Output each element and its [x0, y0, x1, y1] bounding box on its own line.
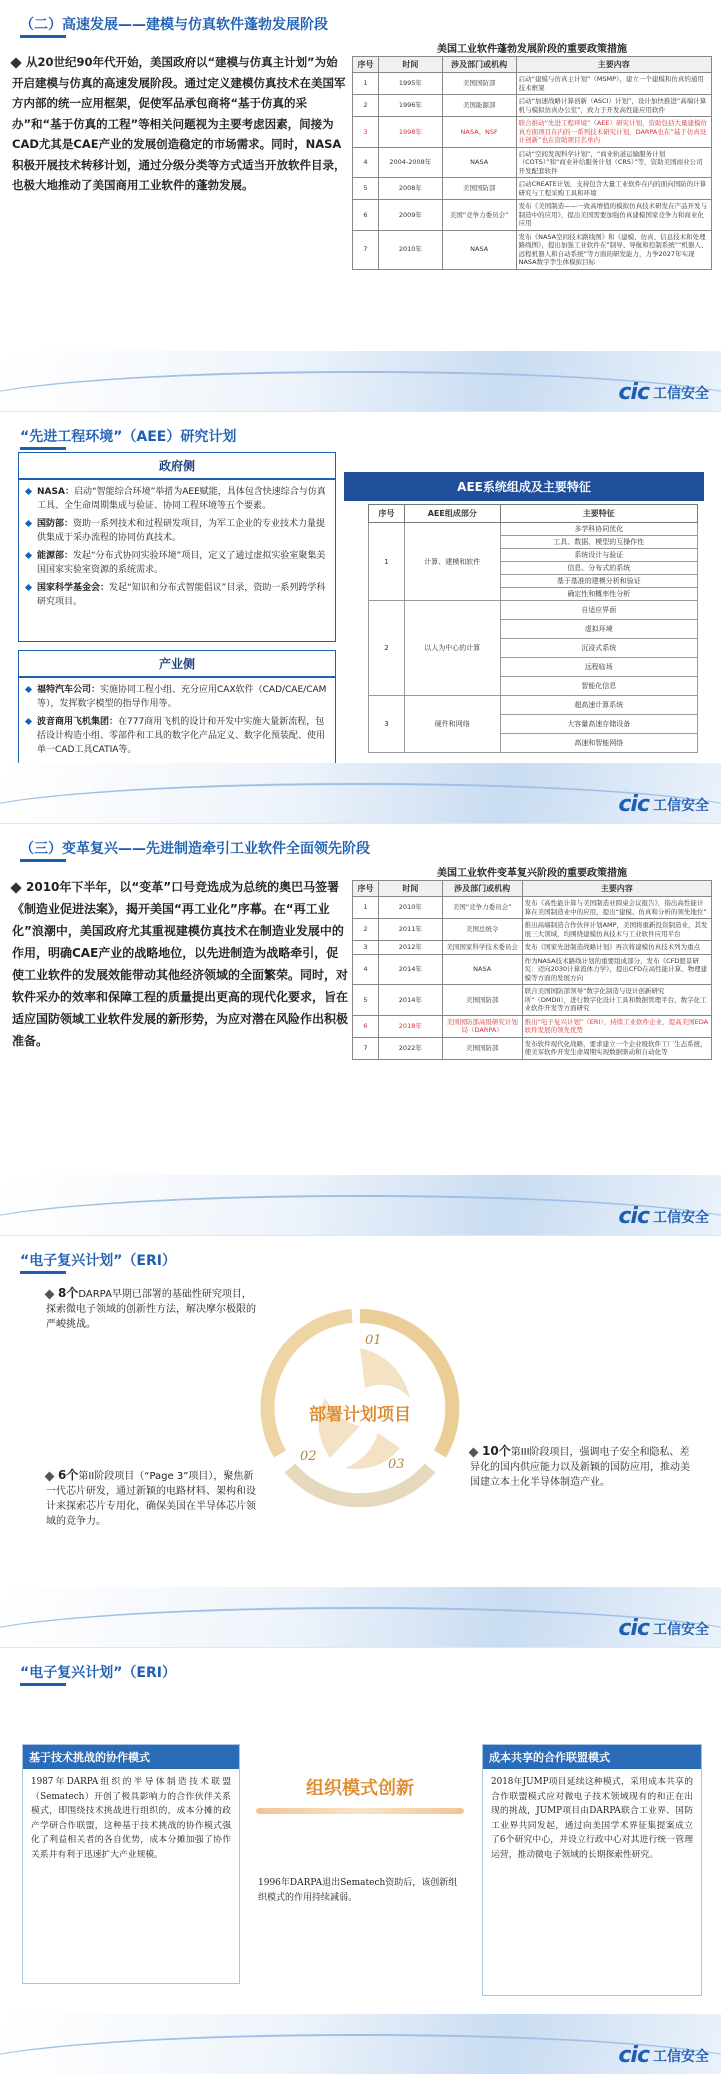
cic-logo-icon: cic: [618, 792, 649, 817]
list-item: [25, 485, 329, 513]
table-cell: 2014年: [378, 985, 442, 1016]
table-cell: NASA、NSF: [442, 117, 516, 148]
brand-logo: cic 工信安全: [618, 1204, 709, 1229]
table-cell: 发布《NASA空间技术路线图》和《建模、仿真、信息技术和处理路线图》，提出加强工业软件在“制导、导航和控制系统”“机器人、远程机器人和自动系统”等方面的研发能力，力争2027年实现NASA数字孪生体模拟目标: [516, 230, 711, 269]
table-cell: 3: [369, 696, 405, 753]
table-cell: 6: [353, 1015, 379, 1037]
table-cell: 发布软件现代化战略，要求建立一个企业级软件工厂生态系统，使美军软件开发生命周期实现数据驱动和自动化等: [522, 1037, 711, 1059]
table-row: [353, 147, 712, 178]
aee-table: [368, 504, 698, 753]
cost-sharing-box: [482, 1744, 702, 1996]
table-cell: NASA: [442, 147, 516, 178]
table-row: [353, 117, 712, 148]
table-cell: 沉浸式系统: [500, 639, 697, 658]
collab-model-box: [22, 1744, 240, 1984]
table-cell: 7: [353, 230, 379, 269]
table-row: [353, 919, 712, 941]
table-cell: 2: [353, 95, 379, 117]
list-item: [25, 715, 329, 757]
industry-side-box: [18, 650, 336, 776]
section-title: “电子复兴计划”（ERI）: [20, 1662, 176, 1682]
list-item-text: 在777商用飞机的设计和开发中实施大量新流程，包括设计构造小组、零部件和工具的数字化产品定义、数字化预装配、使用单一CAD工具CATIA等。: [37, 717, 326, 755]
table-cell: 2022年: [378, 1037, 442, 1059]
table-cell: 远程临场: [500, 658, 697, 677]
table-cell: 虚拟环境: [500, 620, 697, 639]
table-cell: 1: [369, 523, 405, 601]
table-header-cell: AEE组成部分: [404, 505, 500, 523]
table-cell: 美国国防部高级研究计划局（DARPA）: [442, 1015, 522, 1037]
table-caption: 美国工业软件变革复兴阶段的重要政策措施: [437, 868, 627, 879]
policy-table: [352, 880, 712, 1060]
section-title: （三）变革复兴——先进制造牵引工业软件全面领先阶段: [20, 838, 370, 858]
diamond-bullet-icon: [45, 1471, 55, 1481]
table-cell: 5: [353, 985, 379, 1016]
list-item-key: 国防部：: [37, 519, 74, 529]
org-innovation-arrow: [256, 1808, 464, 1814]
list-item-key: 能源部：: [37, 551, 74, 561]
slide-aee-program: [0, 412, 721, 824]
table-row: [369, 601, 698, 620]
table-cell: 1996年: [378, 95, 442, 117]
table-cell: 2: [369, 601, 405, 696]
org-innovation-note: 1996年DARPA退出Sematech资助后，该创新组织模式的作用持续减弱。: [258, 1878, 458, 1903]
cic-logo-icon: cic: [618, 1616, 649, 1641]
table-row: [353, 230, 712, 269]
table-cell: 启动CREATE计划，支持包含大量工业软件在内的面向国防的计算研究与工程采购工具和环境: [516, 178, 711, 200]
table-cell: 5: [353, 178, 379, 200]
diamond-bullet-icon: [10, 882, 21, 893]
table-row: [353, 178, 712, 200]
table-cell: 确定性和概率性分析: [500, 588, 697, 601]
policy-table: [352, 56, 712, 270]
table-header-cell: 序号: [353, 881, 379, 897]
section-title: “先进工程环境”（AEE）研究计划: [20, 426, 236, 446]
aee-table-head: AEE系统组成及主要特征: [344, 472, 704, 501]
table-header-cell: 主要内容: [516, 57, 711, 73]
table-cell: 1: [353, 897, 379, 919]
table-cell: 工具、数据、模型的互操作性: [500, 536, 697, 549]
brand-logo: cic 工信安全: [618, 2043, 709, 2068]
table-cell: 发布《国家先进制造战略计划》再次将建模仿真技术列为重点: [522, 941, 711, 955]
table-cell: 系统设计与验证: [500, 549, 697, 562]
list-item-key: 波音商用飞机集团：: [37, 717, 119, 727]
table-cell: 1998年: [378, 117, 442, 148]
table-cell: 多学科协同优化: [500, 523, 697, 536]
table-header-cell: 主要特征: [500, 505, 697, 523]
diamond-bullet-icon: [45, 1289, 55, 1299]
list-item: [25, 683, 329, 711]
table-cell: 大容量高速存储设备: [500, 715, 697, 734]
cycle-label-01: 01: [365, 1333, 382, 1348]
brand-logo: cic 工信安全: [618, 380, 709, 405]
cic-logo-icon: cic: [618, 2043, 649, 2068]
industry-side-list: [19, 678, 335, 766]
list-item-text: 启动“智能综合环境”举措为AEE赋能，具体包含快速综合与仿真工具、全生命周期集成与验证、协同工程环境等五个要素。: [37, 487, 326, 511]
table-row: [353, 941, 712, 955]
table-cell: NASA: [442, 954, 522, 985]
table-row: [369, 523, 698, 536]
cost-sharing-body: 2018年JUMP项目延续这种模式，采用成本共享的合作联盟模式应对微电子技术领域现有的和正在出现的挑战，JUMP项目由DARPA联合工业界、国防工业界共同发起，通过向美国学术界征集提案成立了6个研究中心，并设立行政中心对其进行统一管理运营，推动微电子领域的长期探索性研究。: [491, 1777, 693, 1860]
table-cell: 2: [353, 919, 379, 941]
table-cell: 作为NASA技术路线计划的重要组成部分，发布《CFD愿景研究：迈向2030计算流体力学》，提出CFD在高性能计算、物理建模等方面的发展方向: [522, 954, 711, 985]
slide-transformation-revival: [0, 824, 721, 1236]
table-header-cell: 涉及部门或机构: [442, 57, 516, 73]
table-cell: 4: [353, 147, 379, 178]
table-cell: 1995年: [378, 73, 442, 95]
table-cell: 2010年: [378, 230, 442, 269]
deployment-cycle-diagram: [260, 1308, 460, 1508]
table-cell: 启动“建模与仿真主计划”（MSMP），建立一个建模和仿真的通用技术框架: [516, 73, 711, 95]
table-cell: 美国国防部: [442, 73, 516, 95]
table-cell: 发布《美国制造——一致高增值的模拟仿真技术研发在产品开发与制造中的应用》，提出美国需要加强仿真建模国家竞争力和商业化应用: [516, 200, 711, 231]
table-cell: 2008年: [378, 178, 442, 200]
cycle-label-03: 03: [388, 1457, 405, 1472]
table-row: [353, 985, 712, 1016]
list-item-text: 实施协同工程小组、充分应用CAX软件（CAD/CAE/CAM等），发挥数字模型的指导作用等。: [37, 685, 327, 709]
table-cell: 自适应界面: [500, 601, 697, 620]
diamond-bullet-icon: [469, 1447, 479, 1457]
diamond-bullet-icon: [10, 57, 21, 68]
table-cell: 2012年: [378, 941, 442, 955]
section-title: （二）高速发展——建模与仿真软件蓬勃发展阶段: [20, 14, 328, 34]
cycle-label-02: 02: [300, 1449, 317, 1464]
table-cell: 2011年: [378, 919, 442, 941]
table-cell: 联合美国国防部领导“数字化制造与设计创新研究所”（DMDII），进行数字化设计工具和数据管理平台、数字化工业软件开发等方面研究: [522, 985, 711, 1016]
list-item-key: 福特汽车公司：: [37, 685, 101, 695]
cycle-blade-1: [360, 1348, 410, 1398]
table-cell: 2018年: [378, 1015, 442, 1037]
table-header-cell: 时间: [378, 57, 442, 73]
table-cell: 信息、分布式的系统: [500, 562, 697, 575]
table-row: [353, 95, 712, 117]
list-item-text: 资助一系列技术和过程研发项目，为军工企业的专业技术力量提供集成于采办流程的协同仿真技术。: [37, 519, 326, 543]
table-cell: 3: [353, 941, 379, 955]
list-item: [25, 517, 329, 545]
table-cell: 美国国防部: [442, 1037, 522, 1059]
table-cell: 发布《高性能计算与美国制造业圆桌会议报告》，指出高性能计算在美国制造业中的应用，提出“建模、仿真和分析的领先地位”: [522, 897, 711, 919]
table-row: [353, 200, 712, 231]
table-cell: 计算、建模和软件: [404, 523, 500, 601]
eri-phase-3: 10个第III阶段项目，强调电子安全和隐私、差异化的国内供应能力以及新颖的国防应用，推动美国建立本土化半导体制造产业。: [470, 1444, 690, 1488]
list-item-key: NASA：: [37, 487, 74, 497]
table-cell: 1: [353, 73, 379, 95]
table-header-cell: 时间: [378, 881, 442, 897]
table-cell: NASA: [442, 230, 516, 269]
section-title: “电子复兴计划”（ERI）: [20, 1250, 176, 1270]
table-cell: 美国“竞争力委员会”: [442, 200, 516, 231]
table-cell: 启动“加速战略计算创新（ASCI）计划”，设计加快推进“高端计算机与模拟仿真办公室”，致力于开发高性能应用软件: [516, 95, 711, 117]
slide-eri-projects: [0, 1236, 721, 1648]
table-cell: 启动“空间发现科学计划”，“商业轨道运输服务计划（COTS）”和“商业补给服务计划（CRS）”等，资助美国商业公司开发配套软件: [516, 147, 711, 178]
table-row: [353, 73, 712, 95]
table-cell: 2010年: [378, 897, 442, 919]
collab-model-head: 基于技术挑战的协作模式: [23, 1745, 239, 1769]
table-cell: 推出高端制造合作伙伴计划AMP，美国将重新投资制造业，其发展三大领域，均围绕建模仿真技术与工业软件应用平台: [522, 919, 711, 941]
org-innovation-title: 组织模式创新: [306, 1778, 414, 1799]
cic-logo-icon: cic: [618, 380, 649, 405]
table-cell: 美国国防部: [442, 178, 516, 200]
table-row: [353, 897, 712, 919]
table-row: [353, 1015, 712, 1037]
table-row: [353, 954, 712, 985]
cycle-center-title: 部署计划项目: [309, 1405, 411, 1425]
cic-logo-icon: cic: [618, 1204, 649, 1229]
table-cell: 联合推动“先进工程环境”（AEE）研究计划，资助包括大量建模仿真方面项目在内的一系列技术研究计划，DARPA也在“基于仿真设计创新”也在资助项目名单内: [516, 117, 711, 148]
list-item-key: 国家科学基金会：: [37, 583, 110, 593]
table-cell: 美国国防部: [442, 985, 522, 1016]
table-cell: 3: [353, 117, 379, 148]
table-cell: 7: [353, 1037, 379, 1059]
cycle-arc-2: [290, 1468, 430, 1500]
list-item-text: 发起“知识和分布式智能倡议”目录，资助一系列跨学科研究项目。: [37, 583, 326, 607]
table-cell: 4: [353, 954, 379, 985]
table-cell: 美国总统令: [442, 919, 522, 941]
section-body: 从20世纪90年代开始，美国政府以“建模与仿真主计划”为始开启建模与仿真的高速发展阶段。通过定义建模仿真技术在美国军方内部的统一应用框架，促使军品承包商将“基于仿真的采办”和“基于仿真的工程”等相关问题视为主要考虑因素，间接为CAD尤其是CAE产业的发展创造稳定的市场需求。同时，NASA积极开展技术转移计划，通过分级分类等方式适当开放软件目录，也极大地推动了美国商用工业软件的蓬勃发展。: [12, 55, 346, 192]
brand-logo: cic 工信安全: [618, 792, 709, 817]
table-cell: 推出“电子复兴计划”（ERI），持续工业软件企业，提高美国EDA软件发展的领先优势: [522, 1015, 711, 1037]
table-header-cell: 序号: [369, 505, 405, 523]
table-header-cell: 序号: [353, 57, 379, 73]
gov-side-list: [19, 480, 335, 618]
table-cell: 以人为中心的计算: [404, 601, 500, 696]
table-header-cell: 主要内容: [522, 881, 711, 897]
table-header-cell: 涉及部门或机构: [442, 881, 522, 897]
table-cell: 2009年: [378, 200, 442, 231]
table-row: [353, 1037, 712, 1059]
table-caption: 美国工业软件蓬勃发展阶段的重要政策措施: [437, 44, 627, 55]
table-cell: 美国能源部: [442, 95, 516, 117]
list-item-text: 发起“分布式协同实验环境”项目，定义了通过虚拟实验室聚集美国国家实验室资源的系统需求。: [37, 551, 326, 575]
table-cell: 高速和智能网络: [500, 734, 697, 753]
table-row: [369, 696, 698, 715]
table-cell: 硬件和网络: [404, 696, 500, 753]
brand-logo: cic 工信安全: [618, 1616, 709, 1641]
table-cell: 6: [353, 200, 379, 231]
table-cell: 2014年: [378, 954, 442, 985]
table-cell: 超高速计算系统: [500, 696, 697, 715]
section-body: 2010年下半年，以“变革”口号竞选成为总统的奥巴马签署《制造业促进法案》，揭开美国“再工业化”序幕。在“再工业化”浪潮中，美国政府尤其重视建模仿真技术在制造业发展中的作用，明确CAE产业的战略地位，以先进制造为战略牵引，促使工业软件的发展效能带动其他经济领域的全面繁荣。同时，对软件采办的效率和保障工程的质量提出更高的现代化要求，旨在适应国防领域工业软件发展的新形势，为应对潜在风险作出积极准备。: [12, 880, 349, 1048]
list-item: [25, 549, 329, 577]
gov-side-head: 政府侧: [19, 453, 335, 480]
cost-sharing-head: 成本共享的合作联盟模式: [483, 1745, 701, 1769]
table-cell: 基于基准的建模分析和验证: [500, 575, 697, 588]
list-item: [25, 581, 329, 609]
table-cell: 2004-2008年: [378, 147, 442, 178]
table-cell: 智能化信息: [500, 677, 697, 696]
eri-phase-2: 6个第II阶段项目（“Page 3”项目），聚焦新一代芯片研发，通过新颖的电路材料、架构和设计来探索芯片专用化，确保美国在半导体芯片领域的竞争力。: [46, 1468, 256, 1527]
slide-eri-organization: [0, 1648, 721, 2074]
eri-phase-1: 8个DARPA早期已部署的基础性研究项目，探索微电子领域的创新性方法，解决摩尔极限的严峻挑战。: [46, 1286, 256, 1330]
table-cell: 美国国家科学技术委员会: [442, 941, 522, 955]
table-cell: 美国“竞争力委员会”: [442, 897, 522, 919]
slide-high-speed-development: [0, 0, 721, 412]
collab-model-body: 1987年DARPA组织的半导体制造技术联盟（Sematech）开创了极具影响力的合作伙伴关系模式，即围绕技术挑战进行组织的，成本分摊的政产学研合作联盟，这种基于技术挑战的协作模式强化了利益相关者的各自优势，成本分摊加强了协作关系并有利于迅速扩大产业规模。: [31, 1777, 231, 1860]
gov-side-box: [18, 452, 336, 642]
industry-side-head: 产业侧: [19, 651, 335, 678]
